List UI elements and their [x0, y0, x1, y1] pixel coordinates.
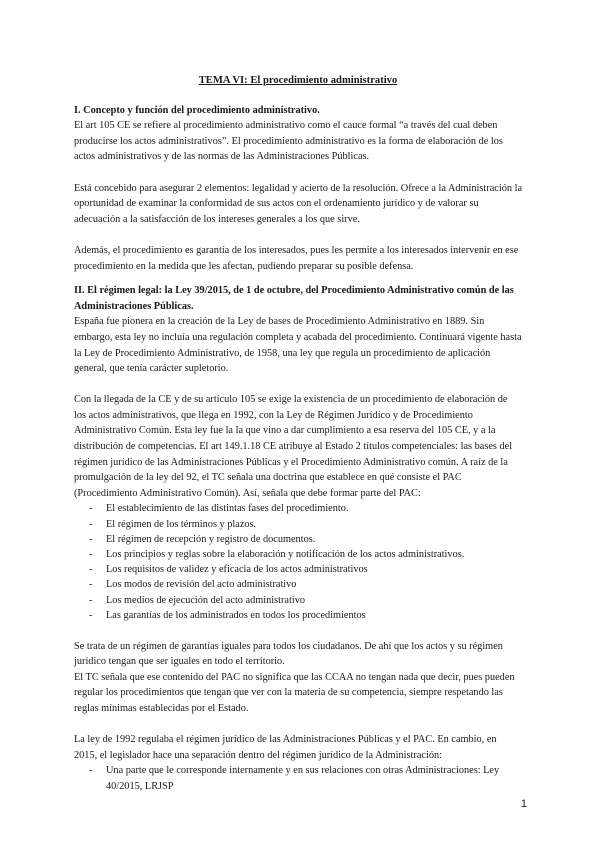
list-item: - El régimen de recepción y registro de documentos.: [74, 532, 522, 547]
dash-marker: -: [89, 564, 93, 576]
section-1-heading: I. Concepto y función del procedimiento administrativo.: [74, 104, 320, 116]
legal-separation-list: [74, 763, 522, 793]
section-2-heading: II. El régimen legal: la Ley 39/2015, de 1 de octubre, del Procedimiento Administrativo común de las Administraciones Públicas.: [74, 285, 514, 312]
section-2-paragraph-4: El TC señala que ese contenido del PAC no significa que las CCAA no tengan nada que decir, pues pueden regular los procedimientos que tengan que ver con la materia de su competencia, siempre respetando las reglas mínimas establecidas por el Estado.: [74, 671, 515, 715]
list-item: - El establecimiento de las distintas fases del procedimiento.: [74, 501, 522, 516]
section-2-paragraph-5: La ley de 1992 regulaba el régimen jurídico de las Administraciones Públicas y el PAC. En cambio, en 2015, el legislador hace una separación dentro del régimen jurídico de la Administración:: [74, 734, 497, 761]
dash-marker: -: [89, 609, 93, 621]
page-number: 1: [520, 798, 527, 810]
list-item: - Los principios y reglas sobre la elaboración y notificación de los actos administrativos.: [74, 547, 522, 562]
list-item: - Los requisitos de validez y eficacia de los actos administrativos: [74, 562, 522, 577]
list-item: - Los medios de ejecución del acto administrativo: [74, 593, 522, 608]
section-1-paragraph-2: Está concebido para asegurar 2 elementos: legalidad y acierto de la resolución. Ofrece a la Administración la oportunidad de examinar la conformidad de sus actos con el ordenamiento jurídico y de valorar su adecuación a la satisfacción de los intereses generales a los que sirve.: [74, 182, 523, 225]
dash-marker: -: [89, 533, 93, 545]
dash-marker: -: [89, 765, 93, 777]
section-2-paragraph-1: España fue pionera en la creación de la Ley de bases de Procedimiento Administrativo en 1889. Sin embargo, esta ley no incluía una regulación completa y acabada del procedimiento. Continuará vigente hasta la Ley de Procedimiento Administrativo, de 1958, una ley que regula un procedimiento de aplicación general, que tenía carácter supletorio.: [74, 316, 522, 375]
dash-marker: -: [89, 503, 93, 515]
list-item: - El régimen de los términos y plazos.: [74, 517, 522, 532]
dash-marker: -: [89, 518, 93, 530]
dash-marker: -: [89, 549, 93, 561]
section-1-paragraph-1: El art 105 CE se refiere al procedimiento administrativo como el cauce formal “a través del cual deben producirse los actos administrativos”. El procedimiento administrativo es la forma de elaboración de los actos administrativos y de las normas de las Administraciones Públicas.: [74, 120, 503, 163]
pac-elements-list: [74, 501, 522, 623]
section-1-paragraph-3: Además, el procedimiento es garantía de los interesados, pues les permite a los interesados intervenir en ese procedimiento en la medida que les afectan, pudiendo preparar su posible defensa.: [74, 244, 519, 272]
dash-marker: -: [89, 594, 93, 606]
dash-marker: -: [89, 579, 93, 591]
document-body: [74, 73, 522, 794]
list-item: - Una parte que le corresponde internamente y en sus relaciones con otras Administraciones: Ley 40/2015, LRJSP: [89, 765, 500, 792]
list-item: - Las garantías de los administrados en todos los procedimientos: [74, 608, 522, 623]
list-item: - Los modos de revisión del acto administrativo: [74, 577, 522, 592]
section-2-paragraph-2: Con la llegada de la CE y de su artículo 105 se exige la existencia de un procedimiento de elaboración de los actos administrativos, que llega en 1992, con la Ley de Régimen Jurídico y de Procedimiento Administrativo Común. Esta ley fue la la que vino a dar cumplimiento a esa reserva del 105 CE, y a la distribución de competencias. El art 149.1.18 CE atribuye al Estado 2 títulos competenciales: las bases del régimen jurídico de las Administraciones Públicas y el Procedimiento Administrativo común. A raíz de la promulgación de la ley del 92, el TC señala una doctrina que establece en qué consiste el PAC (Procedimiento Administrativo Común). Así, señala que debe formar parte del PAC:: [74, 394, 513, 499]
document-title: TEMA VI: El procedimiento administrativo: [198, 75, 398, 86]
section-2-paragraph-3: Se trata de un régimen de garantías iguales para todos los ciudadanos. De ahí que los actos y su régimen jurídico tengan que ser iguales en todo el territorio.: [74, 640, 503, 668]
